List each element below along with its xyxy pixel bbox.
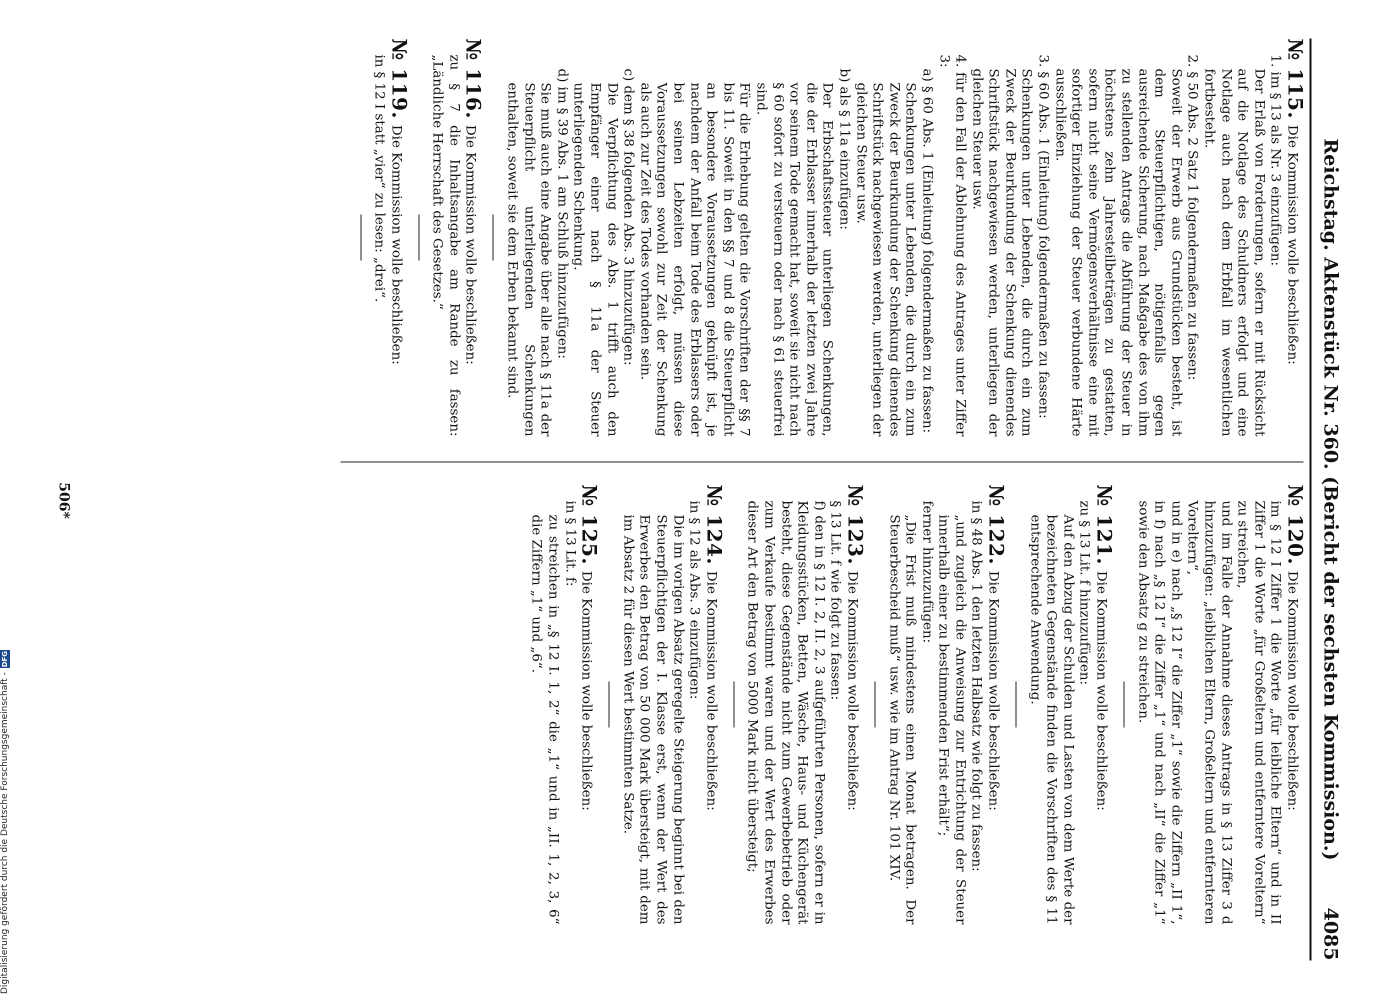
section-number: № 123. <box>842 484 867 565</box>
credit-text: Digitalisierung gefördert durch die Deutsche Forschungsgemeinschaft - <box>0 672 10 994</box>
header-rule <box>1309 38 1311 960</box>
page-header <box>1317 38 1343 960</box>
header-title: Reichstag. Aktenstück Nr. 360. (Bericht der sechsten Kommission.) <box>1319 138 1341 860</box>
column-divider <box>340 461 1303 462</box>
item-heading: 4. für den Fall der Ablehnung des Antrages unter Ziffer 3: <box>935 54 968 436</box>
section-text: und im Falle der Annahme dieses Antrags in § 13 Ziffer 3 d hinzuzufügen: „leiblichen Eltern, Großeltern und entfernteren Voreltern“, <box>1184 500 1233 924</box>
section-123 <box>743 484 867 924</box>
section-text: f) den in § 12 I. 2, II. 2, 3 aufgeführten Personen, sofern er in Kleidungsstücken, Betten, Wäsche, Haus- und Küchengerät besteht, diese Gegenstände nicht zum Gewerbebetrieb oder zum Verkaufe bestimmt waren und der Wert des Erwerbes dieser Art den Betrag von 5000 Mark nicht übersteigt; <box>744 500 826 924</box>
section-intro: Die Kommission wolle beschließen: <box>1093 570 1109 811</box>
section-number: № 116. <box>461 38 486 119</box>
sheet-signature: 506* <box>55 481 71 519</box>
section-intro: Die Kommission wolle beschließen: <box>702 570 718 811</box>
section-separator <box>493 214 494 260</box>
section-text: § 13 Lit. f wie folgt zu fassen: <box>827 500 843 700</box>
section-120 <box>1133 484 1307 924</box>
section-separator <box>733 681 734 727</box>
section-intro: Die Kommission wolle beschließen: <box>843 570 859 811</box>
section-number: № 119. <box>386 38 411 119</box>
section-text: und in e) nach „§ 12 I“ die Ziffer „1“ sowie die Ziffern „II 1“, in f) nach „§ 12 I“ die Ziffer „1“ und nach „II“ die Ziffer „1“ sowie den Absatz g zu streichen. <box>1134 500 1183 924</box>
section-separator <box>360 214 361 260</box>
section-text: im § 12 I Ziffer 1 die Worte „für leibliche Eltern“ und in II Ziffer 1 die Worte „für Großeltern und entferntere Voreltern“ zu streichen, <box>1234 500 1283 924</box>
item-heading: 2. § 50 Abs. 2 Satz 1 folgendermaßen zu fassen: <box>1184 54 1200 380</box>
item-text: Schenkungen unter Lebenden, die durch ein zum Zweck der Beurkundung der Schenkung dienendes Schriftstück nachgewiesen werden, unterliegen der gleichen Steuer usw. <box>968 68 1034 436</box>
section-text: in § 13 Lit. f: <box>561 500 577 586</box>
section-number: № 124. <box>701 484 726 565</box>
left-column <box>349 38 1307 436</box>
section-115 <box>503 38 1307 436</box>
page-number: 4085 <box>1319 907 1341 960</box>
right-column <box>519 484 1307 924</box>
section-number: № 120. <box>1283 484 1307 565</box>
subitem-text: Der Erbschaftssteuer unterliegen Schenkungen, die der Erblasser innerhalb der letzten zwei Jahre vor seinem Tode gemacht hat, soweit sie nicht nach § 60 sofort zu versteuern oder nach § 61 steuerfrei sind. <box>753 82 835 436</box>
subitem-text: Die Verpflichtung des Abs. 1 trifft auch den Empfänger einer nach § 11a der Steuer unterliegenden Schenkung. <box>570 82 619 436</box>
subitem-heading: c) dem § 38 folgenden Abs. 3 hinzuzufügen: <box>620 68 636 365</box>
section-text: in § 12 als Abs. 3 einzufügen: <box>686 500 702 699</box>
section-intro: Die Kommission wolle beschließen: <box>1284 570 1299 811</box>
digitization-credit <box>0 650 10 994</box>
subitem-text: Sie muß auch eine Angabe über alle nach § 11a der Steuerpflicht unterliegenden Schenkungen enthalten, soweit sie dem Erben bekannt sind. <box>504 82 553 436</box>
section-116 <box>428 38 486 436</box>
section-121 <box>1025 484 1117 924</box>
section-text: Die im vorigen Absatz geregelte Steigerung beginnt bei den Steuerpflichtigen der I. Klasse erst, wenn der Wert des Erwerbes den Betrag von 50 000 Mark übersteigt, mit dem im Absatz 2 für diesen Wert bestimmten Satze. <box>619 514 685 924</box>
section-text: ferner hinzuzufügen: <box>918 500 934 643</box>
section-separator <box>874 681 875 727</box>
section-124 <box>618 484 726 924</box>
section-text: „Die Frist muß mindestens einen Monat betragen. Der Steuerbescheid muß“ usw. wie im Antrag Nr. 101 XIV. <box>885 514 918 924</box>
section-text: Auf den Abzug der Schulden und Lasten von dem Werte der bezeichneten Gegenstände finden die Vorschriften des § 11 entsprechende Anwendung. <box>1026 514 1075 924</box>
section-number: № 121. <box>1092 484 1117 565</box>
item-text: Soweit der Erwerb aus Grundstücken besteht, ist dem Steuerpflichtigen, nötigenfalls gegen ausreichende Sicherung, nach Maßgabe des von ihm zu stellenden Antrags die Abführung der Steuer in höchstens zehn Jahresteilbeträgen zu gestatten, sofern nicht seine Vermögensverhältnisse eine mit sofortiger Einziehung der Steuer verbundene Härte ausschließen. <box>1051 68 1183 436</box>
section-separator <box>608 681 609 727</box>
subitem-text: Schenkungen unter Lebenden, die durch ein zum Zweck der Beurkundung der Schenkung dienendes Schriftstück nachgewiesen werden, unterliegen der gleichen Steuer usw. <box>852 82 918 436</box>
item-heading: 1. im § 13 als Nr. 3 einzufügen: <box>1267 54 1283 266</box>
item-text: Der Erlaß von Forderungen, sofern er mit Rücksicht auf die Notlage des Schuldners erfolgt und eine Notlage auch nach dem Erbfall im wesentlichen fortbesteht. <box>1201 68 1266 436</box>
section-text: zu § 7 die Inhaltsangabe am Rande zu fassen: „Ländliche Herrschaft des Gesetzes.“ <box>429 54 461 436</box>
section-text: zu streichen in „§ 12 I. 1, 2“ die „1“ und in „II. 1, 2, 3, 6“ die Ziffern „1“ und „6“. <box>528 514 561 924</box>
section-number: № 122. <box>984 484 1009 565</box>
subitem-heading: a) § 60 Abs. 1 (Einleitung) folgendermaßen zu fassen: <box>918 68 934 433</box>
section-separator <box>1123 681 1124 727</box>
section-number: № 115. <box>1283 38 1307 119</box>
section-text: in § 12 I statt „vier“ zu lesen: „drei“. <box>371 54 387 302</box>
subitem-heading: b) als § 11a einzufügen: <box>835 68 851 230</box>
item-heading: 3. § 60 Abs. 1 (Einleitung) folgendermaßen zu fassen: <box>1035 54 1051 419</box>
section-text: zu § 13 Lit. f hinzuzufügen: <box>1076 500 1092 685</box>
section-intro: Die Kommission wolle beschließen: <box>462 124 478 365</box>
dfg-logo: DFG <box>1 650 9 668</box>
section-separator <box>418 214 419 260</box>
subitem-heading: d) im § 39 Abs. 1 am Schluß hinzuzufügen: <box>553 68 569 359</box>
section-intro: Die Kommission wolle beschließen: <box>387 124 403 365</box>
section-number: № 125. <box>577 484 602 565</box>
section-separator <box>1015 681 1016 727</box>
section-intro: Die Kommission wolle beschließen: <box>578 570 594 811</box>
subitem-text: Für die Erhebung gelten die Vorschriften der §§ 7 bis 11. Soweit in den §§ 7 und 8 die Steuerpflicht an besondere Voraussetzungen geknüpft ist, je nachdem der Anfall beim Tode des Erblassers oder bei seinen Lebzeiten erfolgt, müssen diese Voraussetzungen sowohl zur Zeit der Schenkung als auch zur Zeit des Todes vorhanden sein. <box>636 82 752 436</box>
section-text: in § 48 Abs. 1 den letzten Halbsatz wie folgt zu fassen: <box>968 500 984 872</box>
section-119 <box>370 38 411 436</box>
section-122 <box>884 484 1009 924</box>
section-text: „und zugleich die Anweisung zur Entrichtung der Steuer innerhalb einer zu bestimmenden Frist erhält“; <box>935 514 967 924</box>
section-125 <box>527 484 602 924</box>
section-intro: Die Kommission wolle beschließen: <box>1284 124 1299 365</box>
section-intro: Die Kommission wolle beschließen: <box>985 570 1001 811</box>
